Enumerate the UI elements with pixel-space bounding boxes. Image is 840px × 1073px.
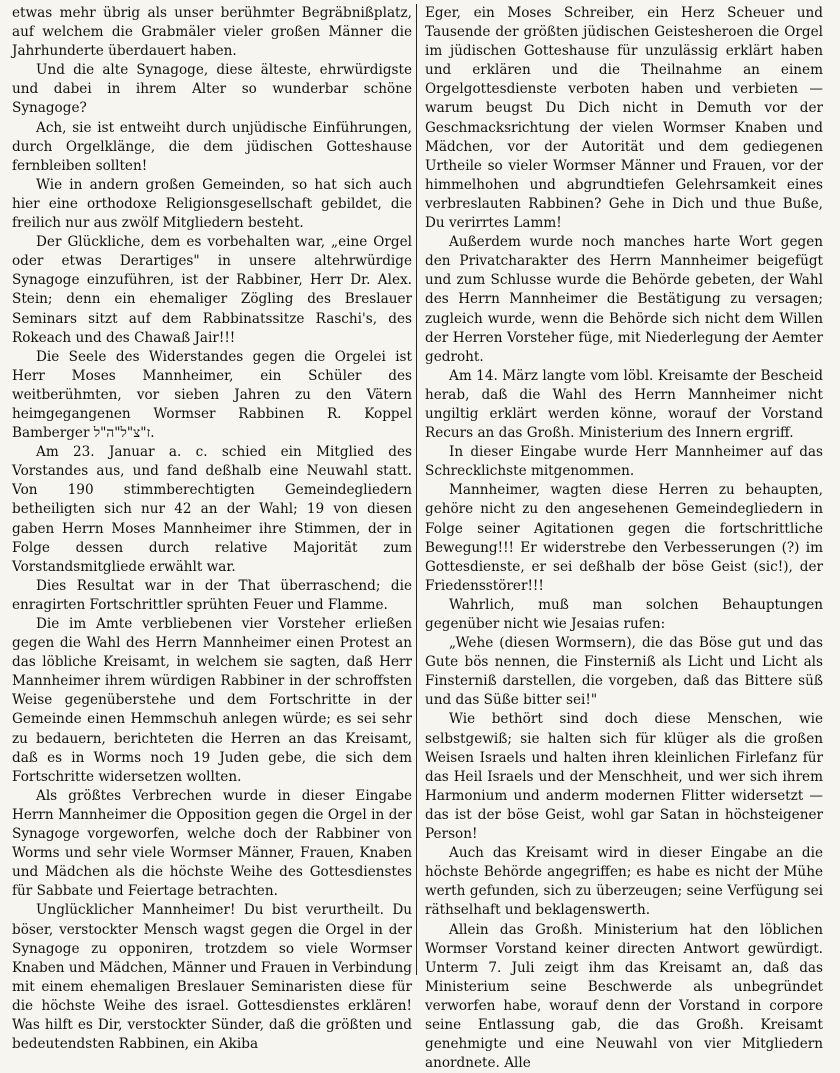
- paragraph: Eger, ein Moses Schreiber, ein Herz Scheuer und Tausende der größten jüdischen Geistesheroen die Orgel im jüdischen Gotteshause für unzulässig erklärt haben und erklären und die Theilnahme an einem Orgelgottesdienste verboten haben und verbieten — warum beugst Du Dich nicht in Demuth vor der Geschmacksrichtung der vielen Wormser Knaben und Mädchen, vor der Autorität und dem gediegenen Urtheile so vieler Wormser Männer und Frauen, vor der himmelhohen und abgrundtiefen Gelehrsamkeit eines verbreslauten Rabbinen? Gehe in Dich und thue Buße, Du verirrtes Lamm!: [425, 4, 823, 233]
- left-column: [12, 4, 416, 989]
- right-column: [417, 4, 823, 989]
- paragraph: Mannheimer, wagten diese Herren zu behaupten, gehöre nicht zu den angesehenen Gemeindegliedern in Folge seiner Agitationen gegen die fortschrittliche Bewegung!!! Er widerstrebe den Verbesserungen (?) im Gottesdienste, er sei deßhalb der böse Geist (sic!), der Friedensstörer!!!: [425, 481, 823, 596]
- paragraph: Unglücklicher Mannheimer! Du bist verurtheilt. Du böser, verstockter Mensch wagst gegen die Orgel in der Synagoge zu opponiren, trotzdem so viele Wormser Knaben und Mädchen, Männer und Frauen in Verbindung mit einem ehemaligen Breslauer Seminaristen diese für die höchste Weihe des israel. Gottesdienstes erklären! Was hilft es Dir, verstockter Sünder, daß die größten und bedeutendsten Rabbinen, ein Akiba: [12, 901, 412, 1054]
- paragraph: Wie in andern großen Gemeinden, so hat sich auch hier eine orthodoxe Religionsgesellschaft gebildet, die freilich nur aus zwölf Mitgliedern besteht.: [12, 176, 412, 233]
- paragraph: etwas mehr übrig als unser berühmter Begräbnißplatz, auf welchem die Grabmäler vieler großen Männer die Jahrhunderte überdauert haben.: [12, 4, 412, 61]
- paragraph: Wahrlich, muß man solchen Behauptungen gegenüber nicht wie Jesaias rufen:: [425, 596, 823, 634]
- paragraph: „Wehe (diesen Wormsern), die das Böse gut und das Gute bös nennen, die Finsterniß als Licht und Licht als Finsterniß darstellen, die vorgeben, daß das Bittere süß und das Süße bitter sei!": [425, 634, 823, 710]
- paragraph: Ach, sie ist entweiht durch unjüdische Einführungen, durch Orgelklänge, die dem jüdischen Gotteshause fernbleiben sollten!: [12, 119, 412, 176]
- paragraph: Die Seele des Widerstandes gegen die Orgelei ist Herr Moses Mannheimer, ein Schüler des weitberühmten, vor sieben Jahren zu den Vätern heimgegangenen Wormser Rabbinen R. Koppel Bamberger ז"צ"ל"ה"ל.: [12, 348, 412, 443]
- paragraph: Am 14. März langte vom löbl. Kreisamte der Bescheid herab, daß die Wahl des Herrn Mannheimer nicht ungiltig erklärt werden könne, worauf der Vorstand Recurs an das Großh. Ministerium des Innern ergriff.: [425, 367, 823, 443]
- paragraph: Allein das Großh. Ministerium hat den löblichen Wormser Vorstand keiner directen Antwort gewürdigt. Unterm 7. Juli zeigt ihm das Kreisamt an, daß das Ministerium seine Beschwerde als unbegründet verworfen habe, worauf denn der Vorstand in corpore seine Entlassung gab, die das Großh. Kreisamt genehmigte und eine Neuwahl von vier Mitgliedern anordnete. Alle: [425, 921, 823, 1073]
- paragraph: In dieser Eingabe wurde Herr Mannheimer auf das Schrecklichste mitgenommen.: [425, 443, 823, 481]
- paragraph: Außerdem wurde noch manches harte Wort gegen den Privatcharakter des Herrn Mannheimer beigefügt und zum Schlusse wurde die Behörde gebeten, der Wahl des Herrn Mannheimer die Bestätigung zu versagen; zugleich wurde, wenn die Behörde sich nicht dem Willen der Herren Vorsteher füge, mit Niederlegung der Aemter gedroht.: [425, 233, 823, 367]
- paragraph: Wie bethört sind doch diese Menschen, wie selbstgewiß; sie halten sich für klüger als die großen Weisen Israels und halten ihren kleinlichen Firlefanz für das Heil Israels und der Menschheit, und wer sich ihrem Harmonium und anderm modernen Flitter widersetzt — das ist der böse Geist, wohl gar Satan in höchsteigener Person!: [425, 710, 823, 844]
- paragraph: Am 23. Januar a. c. schied ein Mitglied des Vorstandes aus, und fand deßhalb eine Neuwahl statt. Von 190 stimmberechtigten Gemeindegliedern betheiligten sich nur 42 an der Wahl; 19 von diesen gaben Herrn Moses Mannheimer ihre Stimmen, der in Folge dessen durch relative Majorität zum Vorstandsmitgliede erwählt war.: [12, 443, 412, 577]
- paragraph: Der Glückliche, dem es vorbehalten war, „eine Orgel oder etwas Derartiges" in unsere altehrwürdige Synagoge einzuführen, ist der Rabbiner, Herr Dr. Alex. Stein; denn ein ehemaliger Zögling des Breslauer Seminars sitzt auf dem Rabbinatssitze Raschi's, des Rokeach und des Chawaß Jair!!!: [12, 233, 412, 348]
- paragraph: Auch das Kreisamt wird in dieser Eingabe an die höchste Behörde angegriffen; es habe es nicht der Mühe werth gefunden, sich zu überzeugen; seine Verfügung sei räthselhaft und beklagenswerth.: [425, 844, 823, 920]
- paragraph: Als größtes Verbrechen wurde in dieser Eingabe Herrn Mannheimer die Opposition gegen die Orgel in der Synagoge vorgeworfen, welche doch der Rabbiner von Worms und sehr viele Wormser Männer, Frauen, Knaben und Mädchen als die höchste Weihe des Gottesdienstes für Sabbate und Feiertage betrachten.: [12, 787, 412, 902]
- paragraph: Dies Resultat war in der That überraschend; die enragirten Fortschrittler sprühten Feuer und Flamme.: [12, 577, 412, 615]
- paragraph: Und die alte Synagoge, diese älteste, ehrwürdigste und dabei in ihrem Alter so wunderbar schöne Synagoge?: [12, 61, 412, 118]
- paragraph: Die im Amte verbliebenen vier Vorsteher erließen gegen die Wahl des Herrn Mannheimer einen Protest an das löbliche Kreisamt, in welchem sie sagten, daß Herr Mannheimer ihrem würdigen Rabbiner in der schroffsten Weise gegenüberstehe und dem Fortschritte in der Gemeinde einen Hemmschuh anlegen würde; es sei sehr zu bedauern, berichteten die Herren an das Kreisamt, daß es in Worms noch 19 Juden gebe, die sich dem Fortschritte widersetzen wollten.: [12, 615, 412, 787]
